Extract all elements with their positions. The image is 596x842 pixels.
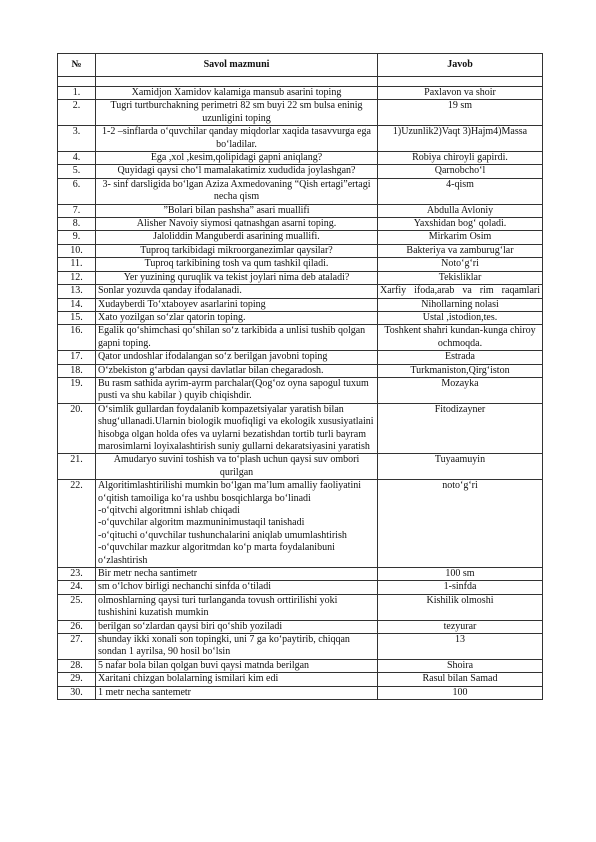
table-row	[58, 351, 543, 364]
table-row	[58, 377, 543, 403]
answer-text: 100	[378, 686, 543, 699]
table-row	[58, 178, 543, 204]
answer-text: 4-qism	[378, 178, 543, 204]
table-row	[58, 271, 543, 284]
question-text: Ega ,xol ,kesim,qolipidagi gapni aniqlang?	[96, 152, 378, 165]
table-row	[58, 673, 543, 686]
table-row	[58, 298, 543, 311]
answer-text: Ustal ,istodion,tes.	[378, 311, 543, 324]
question-text: Qator undoshlar ifodalangan so‘z berilgan javobni toping	[96, 351, 378, 364]
row-number: 3.	[58, 126, 96, 152]
row-number: 26.	[58, 620, 96, 633]
question-text: Xamidjon Xamidov kalamiga mansub asarini toping	[96, 87, 378, 100]
question-text: Algoritimlashtirilishi mumkin bo‘lgan ma’lum amalliy faoliyatini o‘qitish tamoiliga ko‘ra ushbu bosqichlarga bo‘linadi -o‘qitvchi algoritmni ishlab chiqadi -o‘quvchilar algoritm mazmuninimustaqil tanishadi -o‘qituchi o‘quvchilar tushunchalarini aniqlab umumlashtirish -o‘quvchilar mazkur algoritmdan ko‘p marta foydalanibuni o‘zlashtirish	[96, 480, 378, 568]
answer-text: Kishilik olmoshi	[378, 594, 543, 620]
question-text: Xato yozilgan so‘zlar qatorin toping.	[96, 311, 378, 324]
table-row	[58, 258, 543, 271]
question-text: Xaritani chizgan bolalarning ismilari kim edi	[96, 673, 378, 686]
answer-text: 1-sinfda	[378, 581, 543, 594]
row-number: 24.	[58, 581, 96, 594]
question-text: Yer yuzining quruqlik va tekist joylari nima deb ataladi?	[96, 271, 378, 284]
table-row	[58, 454, 543, 480]
table-row	[58, 218, 543, 231]
answer-text: Toshkent shahri kundan-kunga chiroy ochmoqda.	[378, 325, 543, 351]
question-text: Bir metr necha santimetr	[96, 568, 378, 581]
answer-text: Turkmaniston,Qirg‘iston	[378, 364, 543, 377]
table-row	[58, 204, 543, 217]
table-row	[58, 634, 543, 660]
table-row	[58, 87, 543, 100]
row-number: 6.	[58, 178, 96, 204]
answer-text: noto‘g‘ri	[378, 480, 543, 568]
answer-text: Xarfiy ifoda,arab va rim raqamlari	[378, 285, 543, 298]
question-text: Quyidagi qaysi cho‘l mamalakatimiz xududida joylashgan?	[96, 165, 378, 178]
answer-text: tezyurar	[378, 620, 543, 633]
table-row	[58, 325, 543, 351]
question-text: Alisher Navoiy siymosi qatnashgan asarni toping.	[96, 218, 378, 231]
row-number: 13.	[58, 285, 96, 298]
header-answer: Javob	[378, 54, 543, 77]
question-text: Jaloliddin Manguberdi asarining muallifi.	[96, 231, 378, 244]
question-text: Tugri turtburchakning perimetri 82 sm buyi 22 sm bulsa eninig uzunligini toping	[96, 100, 378, 126]
spacer-cell	[96, 77, 378, 87]
answer-text: Rasul bilan Samad	[378, 673, 543, 686]
spacer-cell	[378, 77, 543, 87]
row-number: 5.	[58, 165, 96, 178]
row-number: 18.	[58, 364, 96, 377]
question-text: shunday ikki xonali son topingki, uni 7 ga ko‘paytirib, chiqqan sondan 1 ayrilsa, 90 hosil bo‘lsin	[96, 634, 378, 660]
row-number: 15.	[58, 311, 96, 324]
header-question: Savol mazmuni	[96, 54, 378, 77]
row-number: 27.	[58, 634, 96, 660]
answer-text: 1)Uzunlik2)Vaqt 3)Hajm4)Massa	[378, 126, 543, 152]
table-row	[58, 165, 543, 178]
table-row	[58, 594, 543, 620]
row-number: 20.	[58, 403, 96, 454]
header-number: №	[58, 54, 96, 77]
answer-text: Tekisliklar	[378, 271, 543, 284]
row-number: 17.	[58, 351, 96, 364]
table-row	[58, 480, 543, 568]
row-number: 11.	[58, 258, 96, 271]
answer-text: Qarnobcho‘l	[378, 165, 543, 178]
row-number: 14.	[58, 298, 96, 311]
answer-text: Nihollarning nolasi	[378, 298, 543, 311]
answer-text: Estrada	[378, 351, 543, 364]
table-row	[58, 285, 543, 298]
question-text: O‘zbekiston g‘arbdan qaysi davlatlar bilan chegaradosh.	[96, 364, 378, 377]
question-text: ”Bolari bilan pashsha” asari muallifi	[96, 204, 378, 217]
table-row	[58, 126, 543, 152]
answer-text: Bakteriya va zamburug‘lar	[378, 244, 543, 257]
header-row	[58, 54, 543, 77]
quiz-table	[57, 53, 543, 700]
question-text: Amudaryo suvini toshish va to‘plash uchun qaysi suv ombori qurilgan	[96, 454, 378, 480]
question-text: 3- sinf darsligida bo‘lgan Aziza Axmedovaning “Qish ertagi”ertagi necha qism	[96, 178, 378, 204]
table-row	[58, 311, 543, 324]
table-row	[58, 659, 543, 672]
answer-text: Mozayka	[378, 377, 543, 403]
answer-text: Shoira	[378, 659, 543, 672]
table-row	[58, 403, 543, 454]
table-row	[58, 244, 543, 257]
question-text: Bu rasm sathida ayrim-ayrm parchalar(Qog‘oz oyna sapogul tuxum pusti va shu kabilar ) quyib chiqishdir.	[96, 377, 378, 403]
question-text: O‘simlik gullardan foydalanib kompazetsiyalar yaratish bilan shug‘ullanadi.Ularnin biologik muofiqligi va ekologik xususiyatlaini hisobga olgan holda ofes va uylarni bezatishdan tortib turli bayram marosimlarni loyixalashtirish suniy gullarni dekaratsiyasini yaratish	[96, 403, 378, 454]
row-number: 21.	[58, 454, 96, 480]
question-text: berilgan so‘zlardan qaysi biri qo‘shib yoziladi	[96, 620, 378, 633]
answer-text: Robiya chiroyli gapirdi.	[378, 152, 543, 165]
row-number: 23.	[58, 568, 96, 581]
row-number: 2.	[58, 100, 96, 126]
answer-text: 100 sm	[378, 568, 543, 581]
answer-text: Noto‘g‘ri	[378, 258, 543, 271]
row-number: 30.	[58, 686, 96, 699]
question-text: olmoshlarning qaysi turi turlanganda tovush orttirilishi yoki tushishini kuzatish mumkin	[96, 594, 378, 620]
question-text: Tuproq tarkibidagi mikroorganezimlar qaysilar?	[96, 244, 378, 257]
table-row	[58, 152, 543, 165]
spacer-cell	[58, 77, 96, 87]
table-row	[58, 581, 543, 594]
answer-text: 13	[378, 634, 543, 660]
answer-text: Paxlavon va shoir	[378, 87, 543, 100]
question-text: 1 metr necha santemetr	[96, 686, 378, 699]
row-number: 25.	[58, 594, 96, 620]
row-number: 22.	[58, 480, 96, 568]
row-number: 4.	[58, 152, 96, 165]
row-number: 29.	[58, 673, 96, 686]
answer-text: 19 sm	[378, 100, 543, 126]
answer-text: Mirkarim Osim	[378, 231, 543, 244]
table-row	[58, 100, 543, 126]
table-row	[58, 364, 543, 377]
row-number: 28.	[58, 659, 96, 672]
answer-text: Fitodizayner	[378, 403, 543, 454]
row-number: 16.	[58, 325, 96, 351]
row-number: 19.	[58, 377, 96, 403]
row-number: 12.	[58, 271, 96, 284]
answer-text: Abdulla Avloniy	[378, 204, 543, 217]
row-number: 8.	[58, 218, 96, 231]
table-row	[58, 620, 543, 633]
question-text: Tuproq tarkibining tosh va qum tashkil qiladi.	[96, 258, 378, 271]
question-text: 1-2 –sinflarda o‘quvchilar qanday miqdorlar xaqida tasavvurga ega bo‘ladilar.	[96, 126, 378, 152]
table-row	[58, 568, 543, 581]
row-number: 7.	[58, 204, 96, 217]
question-text: sm o‘lchov birligi nechanchi sinfda o‘tiladi	[96, 581, 378, 594]
question-text: Sonlar yozuvda qanday ifodalanadi.	[96, 285, 378, 298]
question-text: Xudayberdi To‘xtaboyev asarlarini toping	[96, 298, 378, 311]
table-row	[58, 231, 543, 244]
spacer-row	[58, 77, 543, 87]
answer-text: Yaxshidan bog‘ qoladi.	[378, 218, 543, 231]
answer-text: Tuyaamuyin	[378, 454, 543, 480]
table-row	[58, 686, 543, 699]
question-text: Egalik qo‘shimchasi qo‘shilan so‘z tarkibida a unlisi tushib qolgan gapni toping.	[96, 325, 378, 351]
row-number: 10.	[58, 244, 96, 257]
row-number: 1.	[58, 87, 96, 100]
row-number: 9.	[58, 231, 96, 244]
question-text: 5 nafar bola bilan qolgan buvi qaysi matnda berilgan	[96, 659, 378, 672]
